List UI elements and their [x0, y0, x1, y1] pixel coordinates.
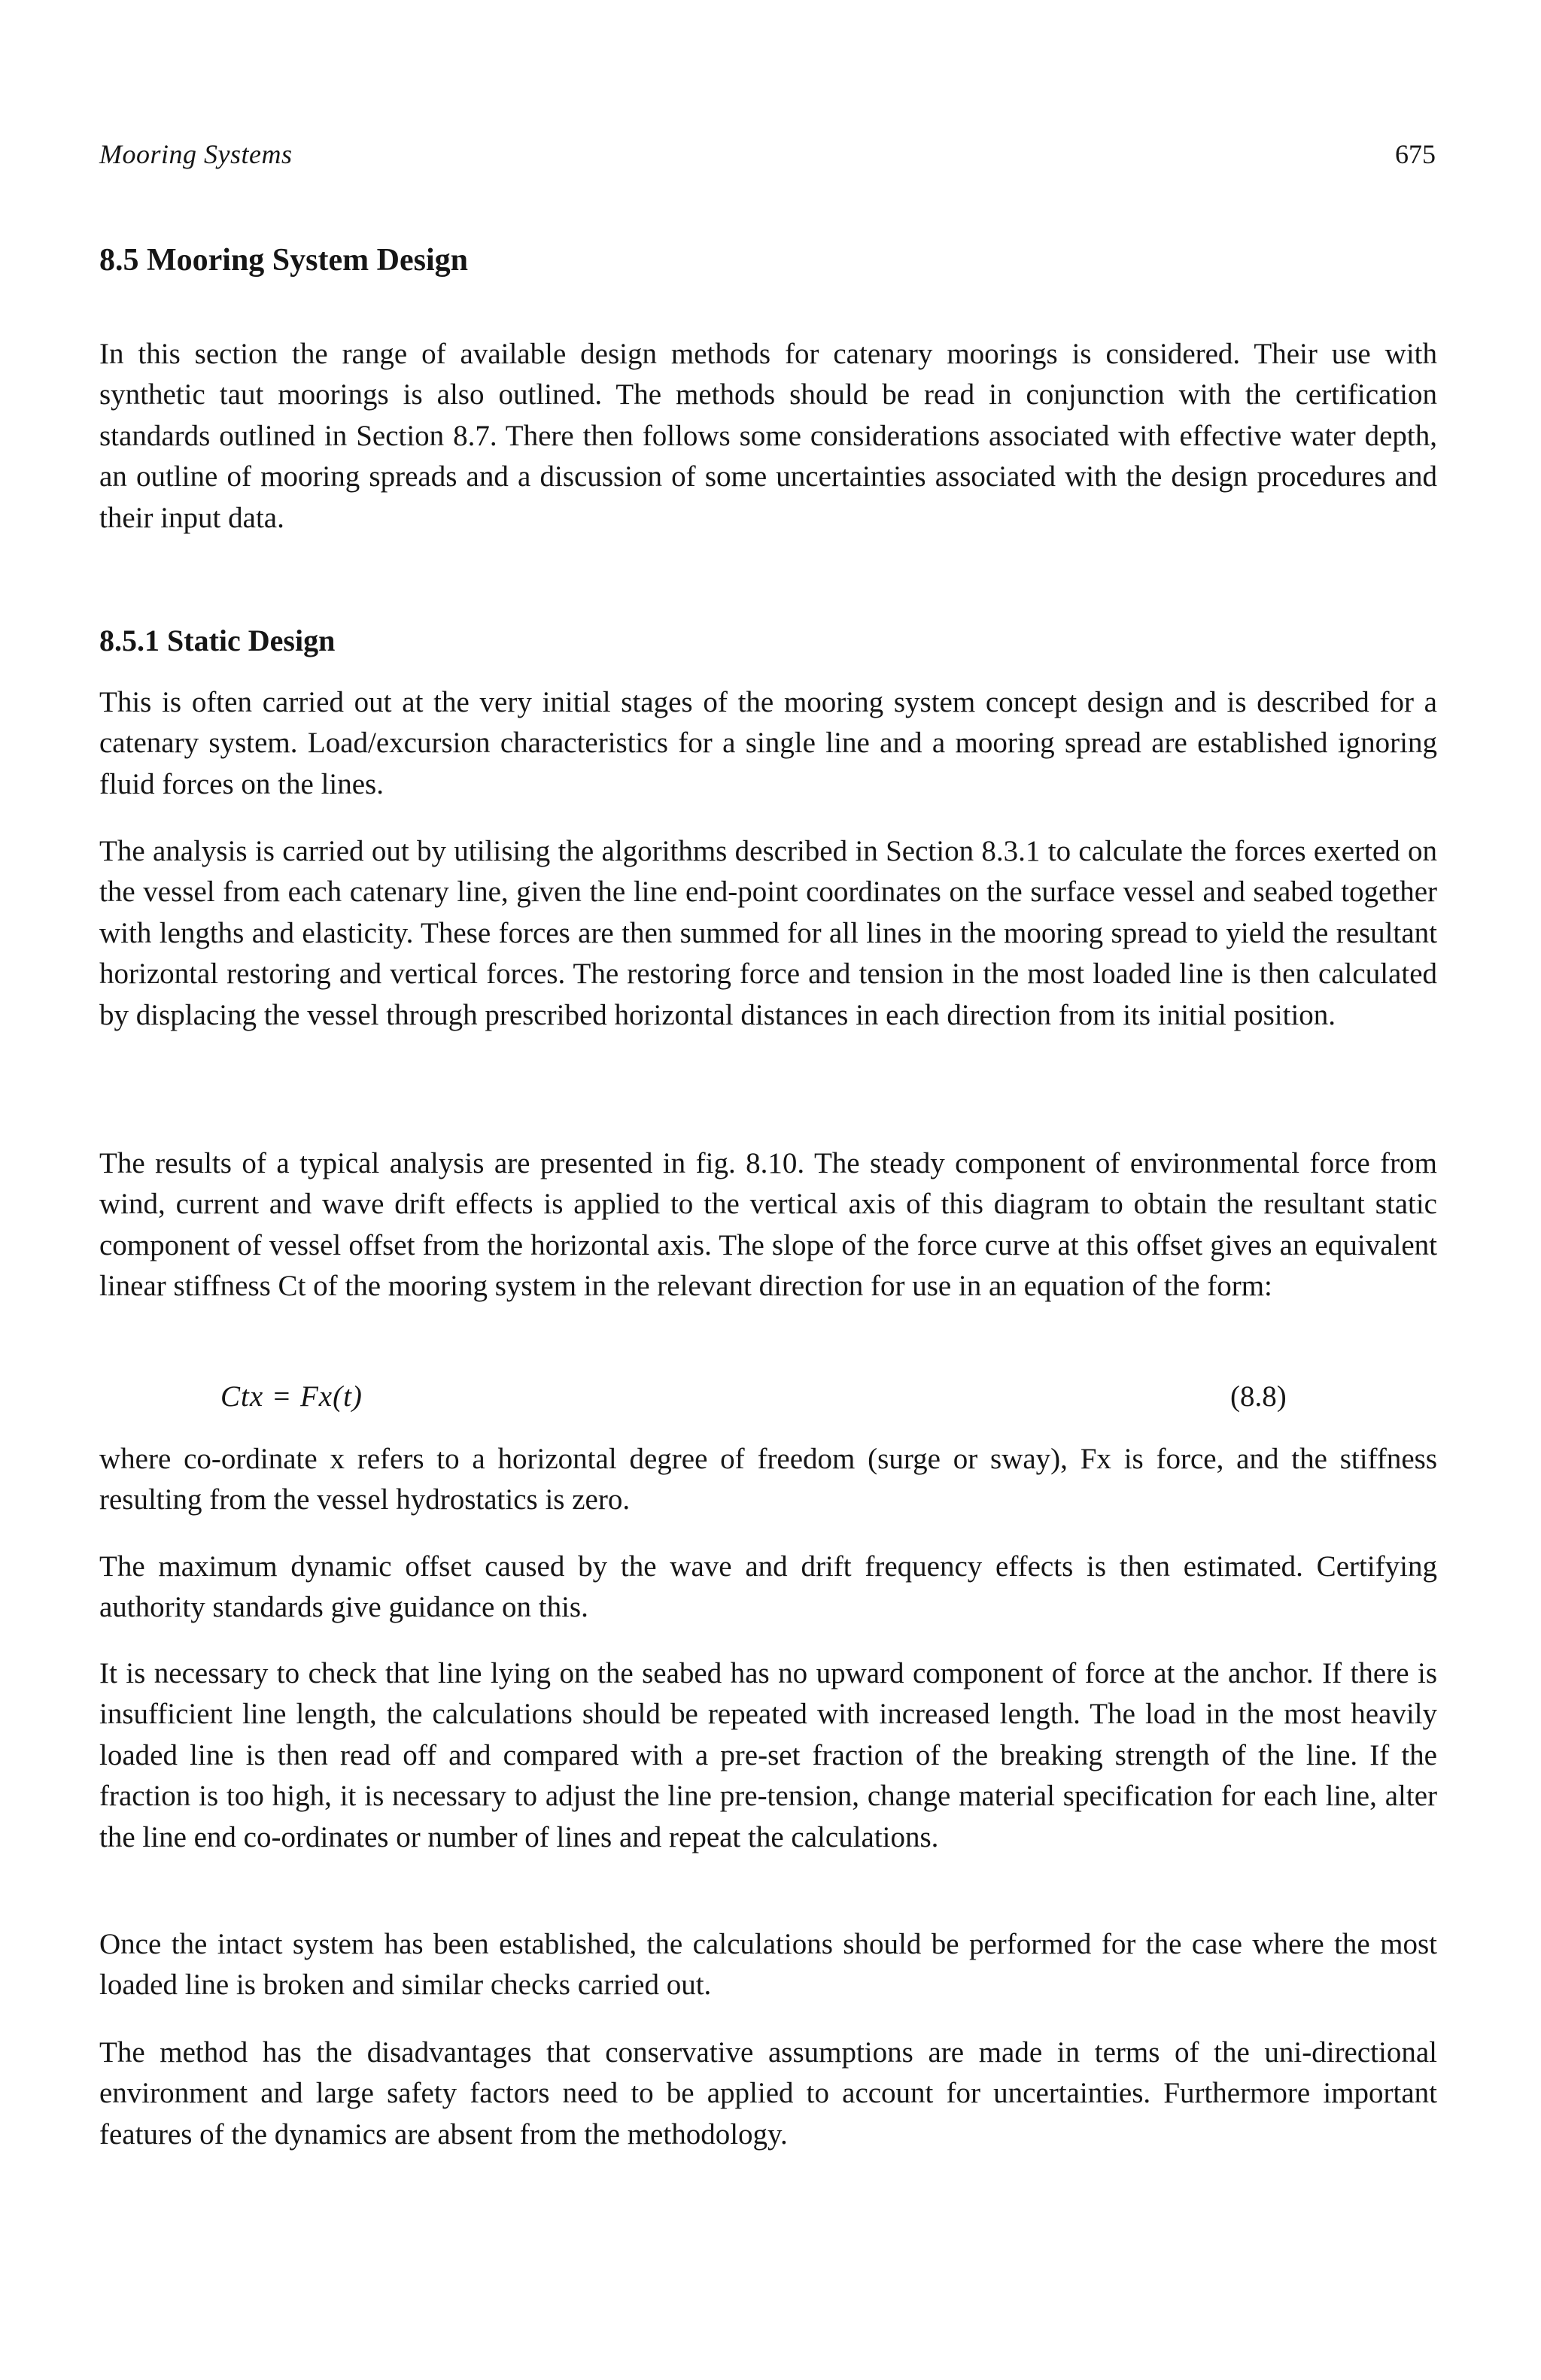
equation-number: (8.8) [1230, 1380, 1287, 1413]
paragraph-broken-line-case: Once the intact system has been established, the calculations should be performed for the case where the most loaded line is broken and similar checks carried out. [99, 1928, 1437, 2002]
subsection-heading: 8.5.1 Static Design [99, 624, 336, 657]
paragraph-coordinate-definition: where co-ordinate x refers to a horizontal degree of freedom (surge or sway), Fx is force, and the stiffness resulting from the vessel hydrostatics is zero. [99, 1443, 1437, 1516]
paragraph-dynamic-offset: The maximum dynamic offset caused by the wave and drift frequency effects is then estimated. Certifying authority standards give guidance on this. [99, 1550, 1437, 1624]
page-number: 675 [1395, 139, 1436, 169]
equation-row [0, 1377, 1541, 1422]
paragraph-line-check: It is necessary to check that line lying on the seabed has no upward component of force at the anchor. If there is insufficient line length, the calculations should be repeated with increased length. The load in the most heavily loaded line is then read off and compared with a pre-set fraction of the breaking strength of the line. If the fraction is too high, it is necessary to adjust the line pre-tension, change material specification for each line, alter the line end co-ordinates or number of lines and repeat the calculations. [99, 1657, 1437, 1853]
section-heading: 8.5 Mooring System Design [99, 243, 468, 278]
paragraph-results: The results of a typical analysis are presented in fig. 8.10. The steady component of environmental force from wind, current and wave drift effects is applied to the vertical axis of this diagram to obtain the resultant static component of vessel offset from the horizontal axis. The slope of the force curve at this offset gives an equivalent linear stiffness Ct of the mooring system in the relevant direction for use in an equation of the form: [99, 1147, 1437, 1303]
equation-expression: Ctx = Fx(t) [220, 1380, 363, 1413]
paragraph-analysis-method: The analysis is carried out by utilising the algorithms described in Section 8.3.1 to calculate the forces exerted on the vessel from each catenary line, given the line end-point coordinates on the surface vessel and seabed together with lengths and elasticity. These forces are then summed for all lines in the mooring spread to yield the resultant horizontal restoring and vertical forces. The restoring force and tension in the most loaded line is then calculated by displacing the vessel through prescribed horizontal distances in each direction from its initial position. [99, 835, 1437, 1031]
paragraph-static-design-intro: This is often carried out at the very initial stages of the mooring system concept design and is described for a catenary system. Load/excursion characteristics for a single line and a mooring spread are established ignoring fluid forces on the lines. [99, 686, 1437, 800]
section-intro-paragraph: In this section the range of available design methods for catenary moorings is considered. Their use with synthetic taut moorings is also outlined. The methods should be read in conjunction with the certification standards outlined in Section 8.7. There then follows some considerations associated with effective water depth, an outline of mooring spreads and a discussion of some uncertainties associated with the design procedures and their input data. [99, 338, 1437, 534]
running-head: Mooring Systems [99, 139, 293, 169]
paragraph-disadvantages: The method has the disadvantages that conservative assumptions are made in terms of the uni-directional environment and large safety factors need to be applied to account for uncertainties. Furthermore important features of the dynamics are absent from the methodology. [99, 2036, 1437, 2151]
